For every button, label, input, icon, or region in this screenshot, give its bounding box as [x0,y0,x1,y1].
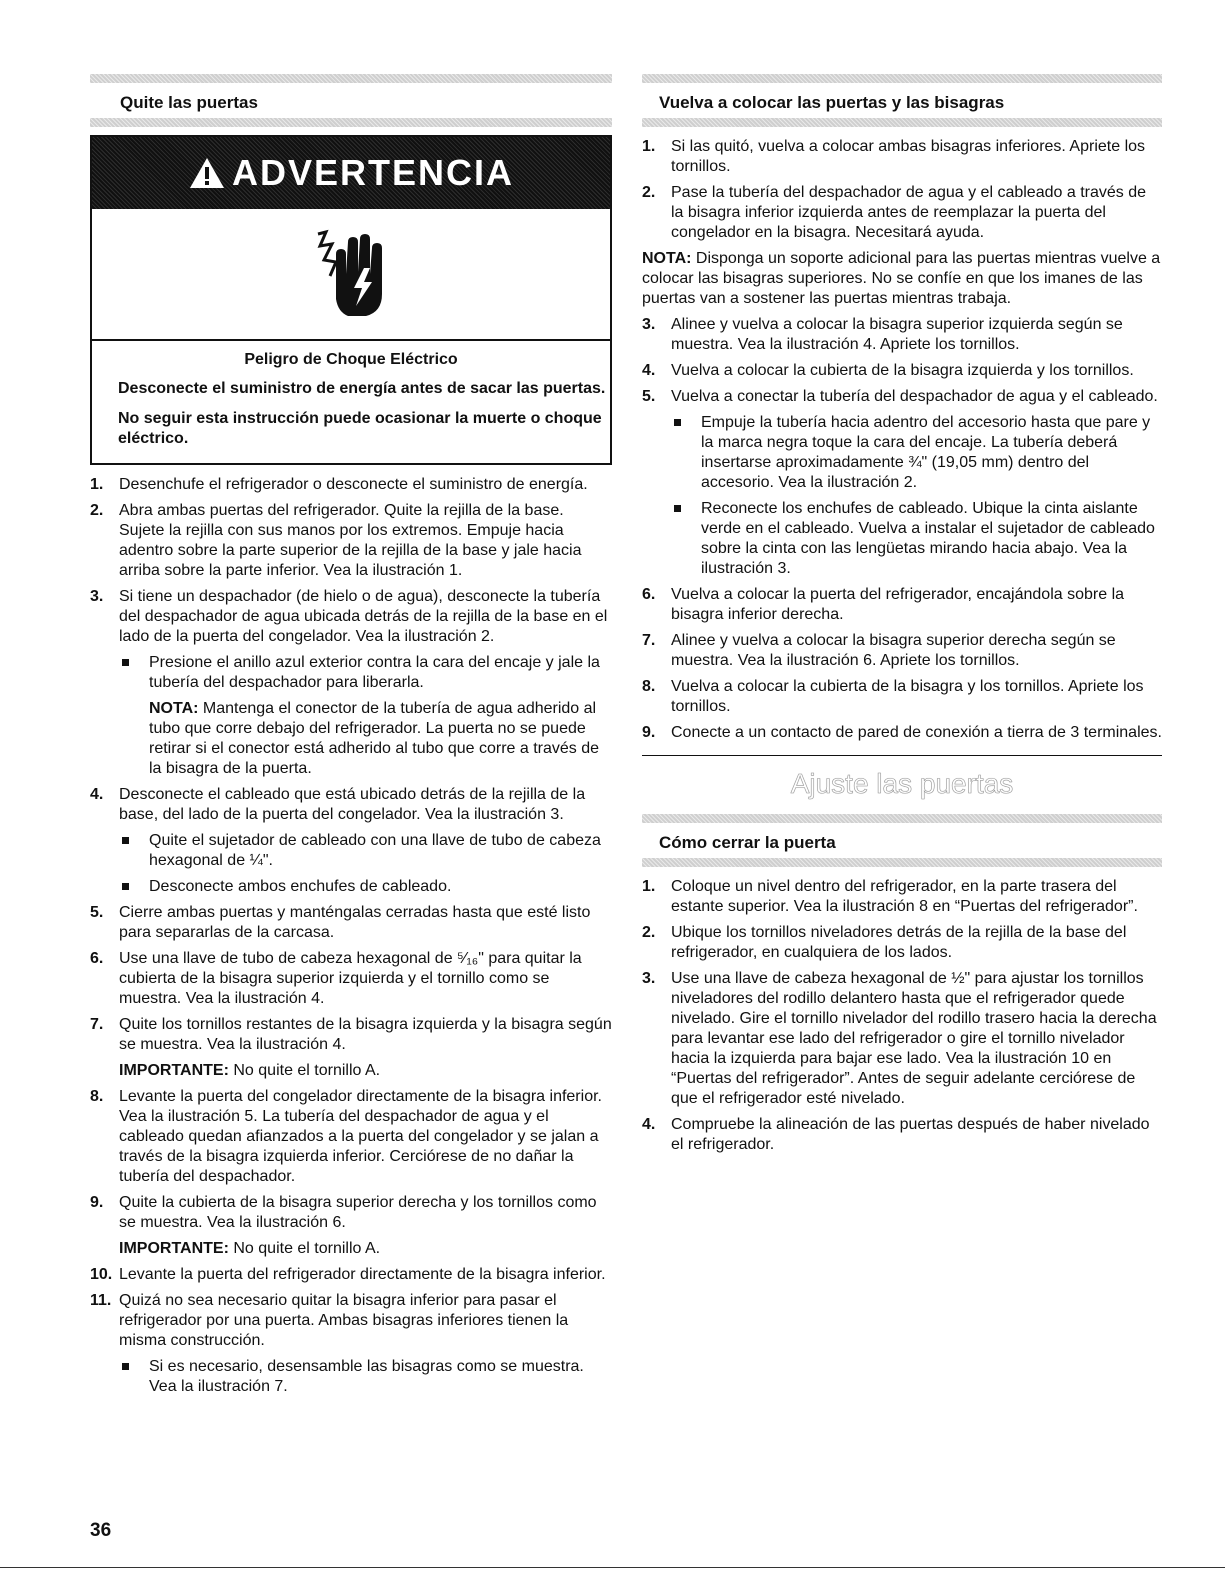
section-title-replace-doors: Vuelva a colocar las puertas y las bisagras [659,93,1005,112]
list-item: 4. Compruebe la alineación de las puertas después de haber nivelado el refrigerador. [642,1116,1150,1153]
section-title-adjust-doors: Ajuste las puertas [790,768,1014,799]
note: NOTA: Mantenga el conector de la tubería de agua adherido al tubo que corre debajo del refrigerador. La puerta no se puede retirar si el conector está adherido al tubo que corre a través de la bisagra de la puerta. [149,700,600,777]
list-item: 6. Use una llave de tubo de cabeza hexagonal de ⁵⁄₁₆" para quitar la cubierta de la bisagra superior izquierda y el tornillo como se muestra. Vea la ilustración 4. [90,950,582,1007]
list-item: 6. Vuelva a colocar la puerta del refrigerador, encajándola sobre la bisagra inferior derecha. [642,586,1125,623]
section-rule [642,118,1162,127]
bullet-item: Quite el sujetador de cableado con una llave de tubo de cabeza hexagonal de ¼". [119,831,612,871]
list-item: 11. Quizá no sea necesario quitar la bisagra inferior para pasar el refrigerador por una puerta. Ambas bisagras inferiores tienen la misma construcción. Si es necesario, desensamble las bisagras como se muestra. Vea la ilustración 7. [90,1291,612,1397]
list-item: 4. Vuelva a colocar la cubierta de la bisagra izquierda y los tornillos. [642,362,1134,379]
list-item: 7. Quite los tornillos restantes de la bisagra izquierda y la bisagra según se muestra. Vea la ilustración 4. IMPORTANTE: No quite el tornillo A. [90,1016,612,1079]
subsection-title-close-door: Cómo cerrar la puerta [659,833,836,852]
list-item: 8. Levante la puerta del congelador directamente de la bisagra inferior. Vea la ilustración 5. La tubería del despachador de agua y el cableado quedan afianzados a la puerta del congelador y se jalan a través de la bisagra izquierda inferior. Cerciórese de no dañar la tubería del despachador. [90,1088,602,1185]
page-bottom-rule [0,1567,1225,1568]
list-item: 9. Quite la cubierta de la bisagra superior derecha y los tornillos como se muestra. Vea la ilustración 6. IMPORTANTE: No quite el tornillo A. [90,1193,612,1259]
bullet-item: Desconecte ambos enchufes de cableado. [119,877,612,897]
warning-line-1: Desconecte el suministro de energía antes de sacar las puertas. [118,380,606,397]
section-rule [642,814,1162,823]
note: NOTA: Disponga un soporte adicional para las puertas mientras vuelve a colocar las bisagras superiores. No se confíe en que los imanes de las puertas van a sostener las puertas mientras trabaja. [642,250,1161,307]
section-rule [90,74,612,83]
section-divider [642,755,1162,756]
important-note: IMPORTANTE: No quite el tornillo A. [119,1062,381,1079]
list-item: 7. Alinee y vuelva a colocar la bisagra superior derecha según se muestra. Vea la ilustración 6. Apriete los tornillos. [642,632,1116,669]
list-item: 2. Pase la tubería del despachador de agua y el cableado a través de la bisagra inferior izquierda antes de reemplazar la puerta del congelador en la bisagra. Necesitará ayuda. [642,184,1146,241]
list-item: 10. Levante la puerta del refrigerador directamente de la bisagra inferior. [90,1266,606,1283]
section-title-remove-doors: Quite las puertas [120,93,258,112]
warning-subtitle: Peligro de Choque Eléctrico [244,351,458,368]
bullet-item: Empuje la tubería hacia adentro del accesorio hasta que pare y la marca negra toque la cara del encaje. La tubería deberá insertarse aproximadamente ¾" (19,05 mm) dentro del accesorio. Vea la ilustración 2. [671,413,1162,493]
list-item: 3. Use una llave de cabeza hexagonal de ½" para ajustar los tornillos niveladores del rodillo delantero hasta que el refrigerador quede nivelado. Gire el tornillo nivelador del rodillo trasero hacia la derecha para levantar ese lado del refrigerador o gire el tornillo nivelador hacia la izquierda para bajar ese lado. Vea la ilustración 10 en “Puertas del refrigerador”. Antes de seguir adelante cerciórese de que el refrigerador esté nivelado. [642,970,1157,1107]
bullet-item: Presione el anillo azul exterior contra la cara del encaje y jale la tubería del despachador para liberarla. [119,653,612,693]
page-number: 36 [90,1520,112,1541]
list-item: 5. Vuelva a conectar la tubería del despachador de agua y el cableado. Empuje la tubería hacia adentro del accesorio hasta que pare y la marca negra toque la cara del encaje. La tubería deberá insertarse aproximadamente ¾" (19,05 mm) dentro del accesorio. Vea la ilustración 2. Reconecte los enchufes de cableado. Ubique la cinta aislante verde en el cableado. Vuelva a instalar el sujetador de cableado sobre la cinta con las lengüetas mirando hacia abajo. Vea la ilustración 3. [642,387,1162,579]
list-item: 8. Vuelva a colocar la cubierta de la bisagra y los tornillos. Apriete los tornillos. [642,678,1144,715]
list-item: 3. Si tiene un despachador (de hielo o de agua), desconecte la tubería del despachador de agua ubicada detrás de la rejilla de la base en el lado de la puerta del congelador. Vea la ilustración 2. Presione el anillo azul exterior contra la cara del encaje y jale la tubería del despachador para liberarla. NOTA: Mantenga el conector de la tubería de agua adherido al tubo que corre debajo del refrigerador. La puerta no se puede retirar si el conector está adherido al tubo que corre a través de la bisagra de la puerta. [90,587,612,779]
bullet-item: Reconecte los enchufes de cableado. Ubique la cinta aislante verde en el cableado. Vuelva a instalar el sujetador de cableado sobre la cinta con las lengüetas mirando hacia abajo. Vea la ilustración 3. [671,499,1162,579]
list-item: 3. Alinee y vuelva a colocar la bisagra superior izquierda según se muestra. Vea la ilustración 4. Apriete los tornillos. [642,316,1123,353]
remove-doors-steps [90,475,612,1397]
warning-header-text: ADVERTENCIA [231,152,514,193]
list-item: 2. Ubique los tornillos niveladores detrás de la rejilla de la base del refrigerador, en cualquiera de los lados. [642,924,1127,961]
warning-line-2: No seguir esta instrucción puede ocasionar la muerte o choque eléctrico. [118,410,602,447]
replace-doors-steps [642,137,1162,243]
list-item: 9. Conecte a un contacto de pared de conexión a tierra de 3 terminales. [642,724,1162,741]
section-rule [90,118,612,127]
warning-triangle-icon [188,156,226,190]
warning-header [92,137,610,209]
list-item: 1. Desenchufe el refrigerador o desconecte el suministro de energía. [90,476,588,493]
electric-shock-hazard-icon [92,209,610,341]
list-item: 1. Coloque un nivel dentro del refrigerador, en la parte trasera del estante superior. Vea la ilustración 8 en “Puertas del refrigerador”. [642,878,1138,915]
warning-body [92,341,610,463]
section-rule [642,858,1162,867]
right-column [642,74,1162,1161]
replace-doors-steps-cont [642,315,1162,743]
warning-box [90,135,612,465]
important-note: IMPORTANTE: No quite el tornillo A. [119,1240,381,1257]
section-rule [642,74,1162,83]
close-door-steps [642,877,1162,1155]
list-item: 4. Desconecte el cableado que está ubicado detrás de la rejilla de la base, del lado de la puerta del congelador. Vea la ilustración 3. Quite el sujetador de cableado con una llave de tubo de cabeza hexagonal de ¼". Desconecte ambos enchufes de cableado. [90,785,612,897]
list-item: 5. Cierre ambas puertas y manténgalas cerradas hasta que esté listo para separarlas de la carcasa. [90,904,591,941]
bullet-item: Si es necesario, desensamble las bisagras como se muestra. Vea la ilustración 7. [119,1357,612,1397]
list-item: 1. Si las quitó, vuelva a colocar ambas bisagras inferiores. Apriete los tornillos. [642,138,1146,175]
list-item: 2. Abra ambas puertas del refrigerador. Quite la rejilla de la base. Sujete la rejilla con sus manos por los extremos. Empuje hacia adentro sobre la parte superior de la rejilla de la base y jale hacia arriba sobre la parte inferior. Vea la ilustración 1. [90,502,582,579]
left-column [90,74,612,1403]
